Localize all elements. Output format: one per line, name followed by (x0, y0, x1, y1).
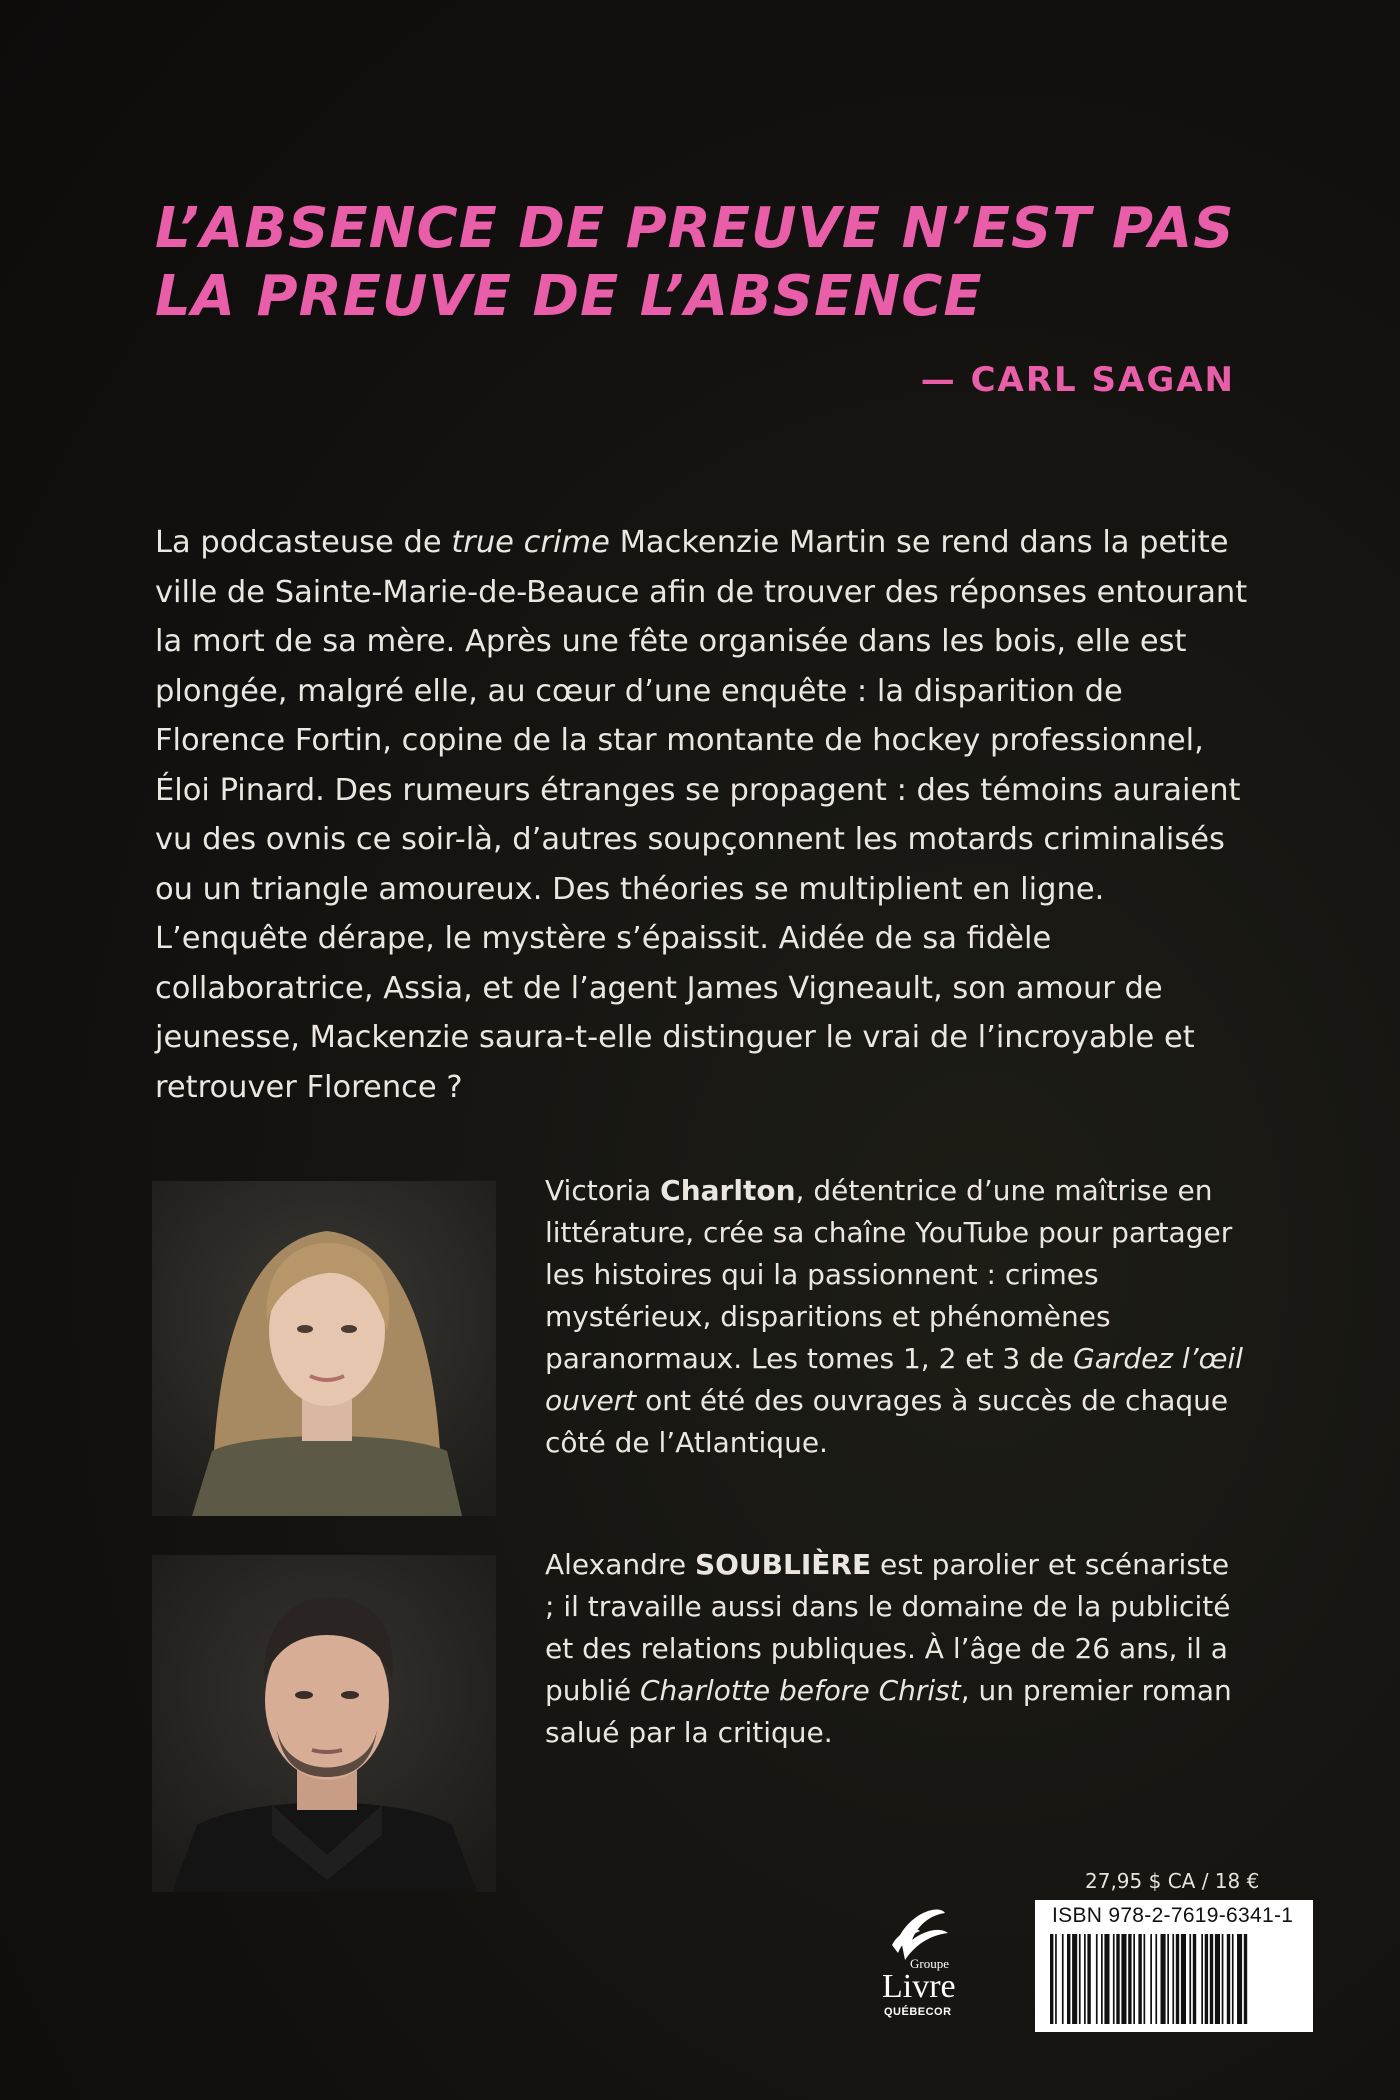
author-bio-victoria (545, 1170, 1245, 1464)
author-last-name: SOUBLIÈRE (694, 1548, 872, 1581)
synopsis-italic: true crime (451, 525, 610, 560)
tagline-quote (155, 195, 1275, 331)
synopsis (155, 518, 1250, 1112)
isbn-number: ISBN 978-2-7619-6341-1 (1052, 1904, 1294, 1927)
author-bio-alexandre (545, 1544, 1245, 1754)
synopsis-text-1: La podcasteuse de (155, 525, 452, 560)
bio-text-1: est parolier et scénariste ; il travaille aussi dans le domaine de la publicité et des relations publiques. À l’âge de 26 ans, il a publié (545, 1548, 1231, 1707)
bio-book-title: Gardez l’œil ouvert (545, 1342, 1244, 1417)
publisher-logo (870, 1905, 980, 2030)
author-photo-victoria (152, 1181, 496, 1516)
bio-text-2: ont été des ouvrages à succès de chaque côté de l’Atlantique. (545, 1384, 1229, 1459)
publisher-group-text: Groupe (910, 1956, 949, 1971)
author-last-name: Charlton (660, 1174, 796, 1207)
barcode (1035, 1900, 1313, 2032)
author-first-name: Alexandre (545, 1548, 695, 1581)
synopsis-text-2: Mackenzie Martin se rend dans la petite ville de Sainte-Marie-de-Beauce afin de trouver des réponses entourant la mort de sa mère. Après une fête organisée dans les bois, elle est plongée, malgré elle, au cœur d’une enquête : la disparition de Florence Fortin, copine de la star montante de hockey professionnel, Éloi Pinard. Des rumeurs étranges se propagent : des témoins auraient vu des ovnis ce soir-là, d’autres soupçonnent les motards criminalisés ou un triangle amoureux. Des théories se multiplient en ligne. L’enquête dérape, le mystère s’épaissit. Aidée de sa fidèle collaboratrice, Assia, et de l’agent James Vigneault, son amour de jeunesse, Mackenzie saura-t-elle distinguer le vrai de l’incroyable et retrouver Florence ? (155, 525, 1248, 1105)
quote-line-1: L’ABSENCE DE PREUVE N’EST PAS (155, 196, 1235, 261)
quote-line-2: LA PREUVE DE L’ABSENCE (155, 264, 983, 329)
publisher-livre-text: Livre (882, 1968, 956, 2005)
publisher-quebecor-text: QUÉBECOR (884, 2006, 952, 2018)
author-first-name: Victoria (545, 1174, 661, 1207)
quote-attribution: — CARL SAGAN (920, 360, 1235, 400)
bio-text-1: , détentrice d’une maîtrise en littérature, crée sa chaîne YouTube pour partager les histoires qui la passionnent : crimes mystérieux, disparitions et phénomènes paranormaux. Les tomes 1, 2 et 3 de (545, 1174, 1233, 1375)
author-photo-alexandre (152, 1555, 496, 1892)
bio-text-2: , un premier roman salué par la critique. (545, 1674, 1232, 1749)
price: 27,95 $ CA / 18 € (1085, 1869, 1260, 1893)
bio-book-title: Charlotte before Christ (639, 1674, 961, 1707)
barcode-bars (1050, 1934, 1298, 2024)
